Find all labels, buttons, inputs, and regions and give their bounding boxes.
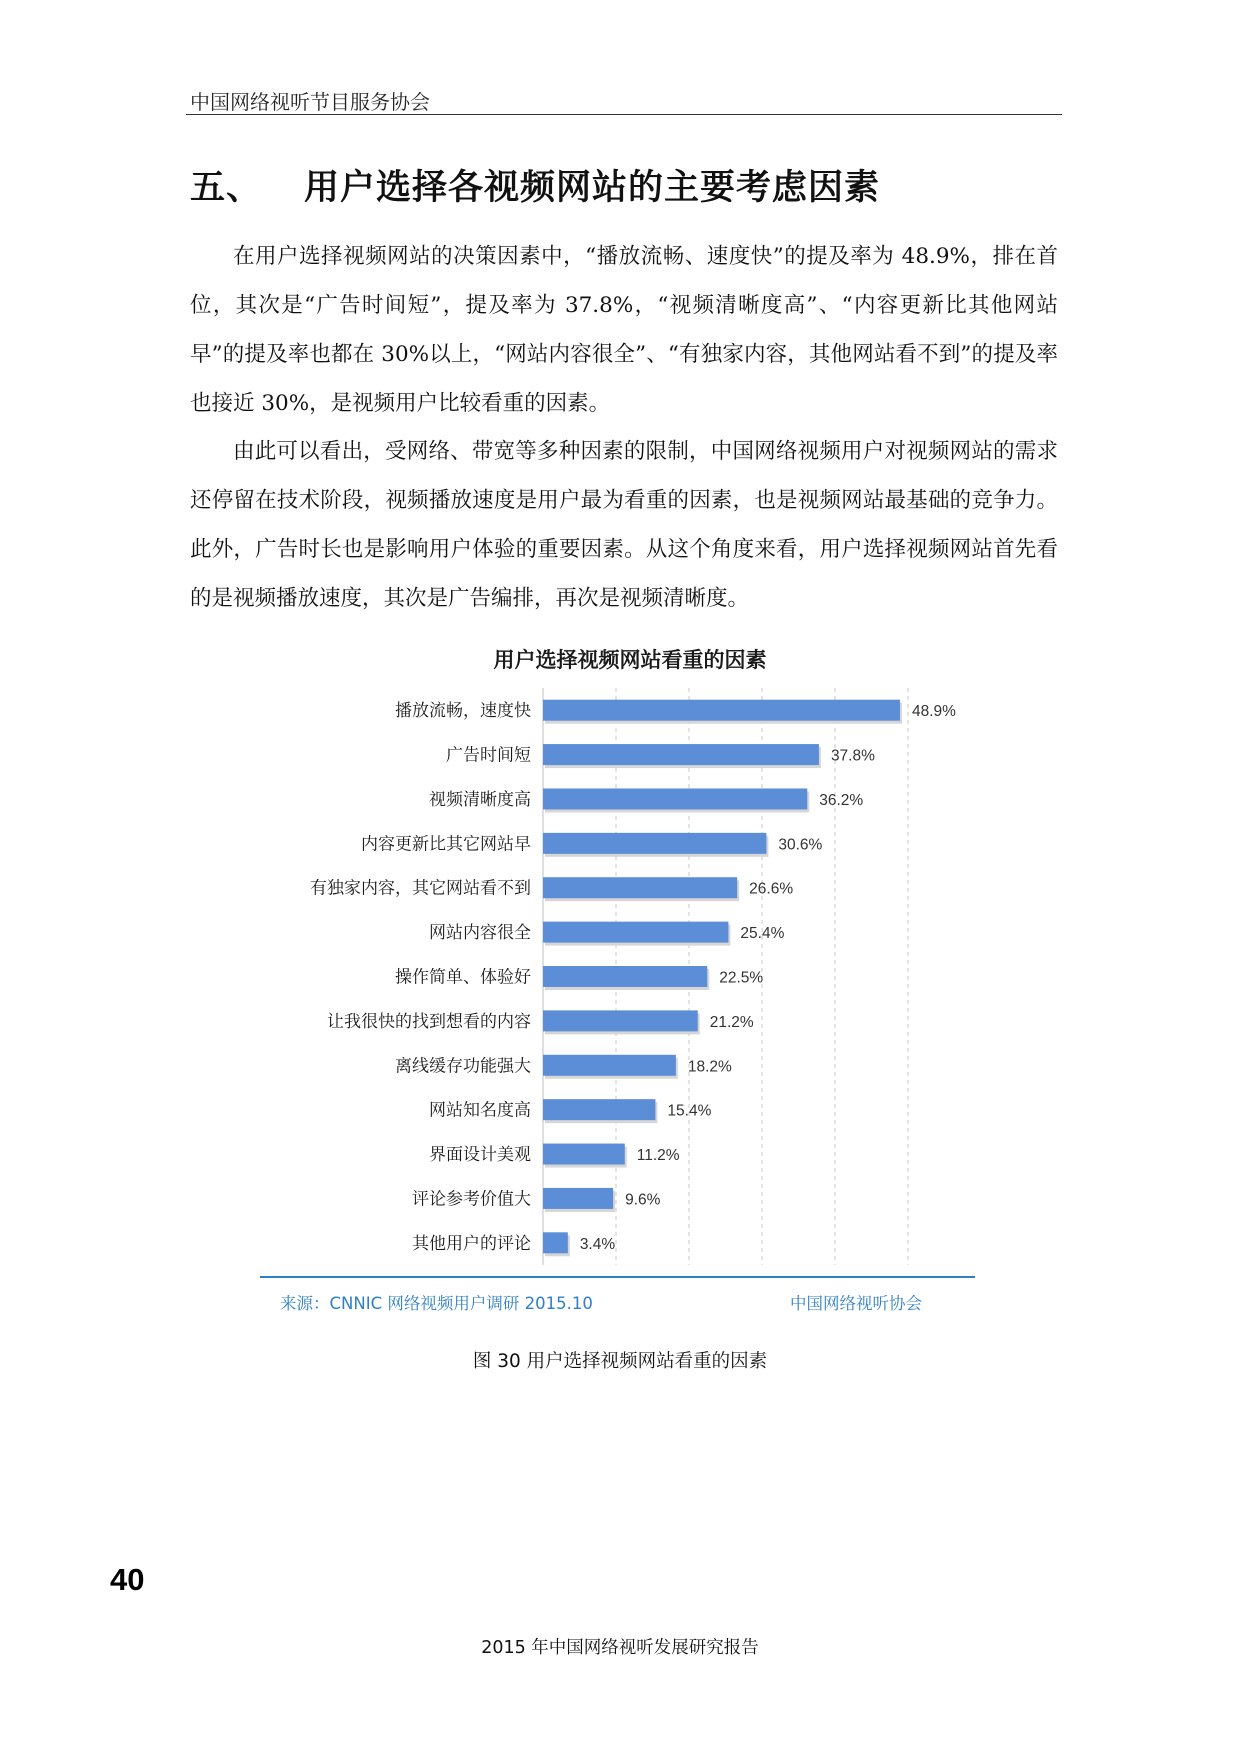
- page-footer: 2015 年中国网络视听发展研究报告: [481, 1638, 759, 1658]
- chart-canvas: [260, 640, 1000, 1280]
- bar: [543, 922, 728, 943]
- bar: [543, 744, 819, 765]
- bar: [543, 1010, 698, 1031]
- category-label: 离线缓存功能强大: [395, 1056, 531, 1077]
- paragraph-1-block: [190, 232, 1058, 428]
- bar: [543, 833, 766, 854]
- category-label: 播放流畅，速度快: [395, 701, 531, 722]
- category-label: 操作简单、体验好: [395, 967, 531, 988]
- value-label: 11.2%: [636, 1147, 680, 1165]
- bar-chart: [260, 640, 1000, 1320]
- chart-org: 中国网络视听协会: [790, 1294, 922, 1313]
- paragraph-2: 由此可以看出，受网络、带宽等多种因素的限制，中国网络视频用户对视频网站的需求还停留在技术阶段，视频播放速度是用户最为看重的因素，也是视频网站最基础的竞争力。此外，广告时长也是影响用户体验的重要因素。从这个角度来看，用户选择视频网站首先看的是视频播放速度，其次是广告编排，再次是视频清晰度。: [190, 439, 1058, 611]
- value-label: 25.4%: [740, 925, 785, 943]
- chart-source: 来源：CNNIC 网络视频用户调研 2015.10: [280, 1294, 593, 1313]
- value-label: 37.8%: [830, 747, 875, 765]
- bar: [543, 1144, 625, 1165]
- value-label: 22.5%: [719, 969, 764, 987]
- value-label: 9.6%: [625, 1191, 661, 1209]
- bar: [543, 700, 900, 721]
- category-label: 视频清晰度高: [429, 789, 531, 810]
- paragraph-2-block: [190, 427, 1058, 623]
- category-label: 界面设计美观: [429, 1145, 531, 1166]
- bar: [543, 1055, 676, 1076]
- value-label: 26.6%: [749, 880, 794, 898]
- category-label: 有独家内容，其它网站看不到: [310, 878, 531, 899]
- paragraph-1: 在用户选择视频网站的决策因素中，“播放流畅、速度快”的提及率为 48.9%，排在首位，其次是“广告时间短”，提及率为 37.8%，“视频清晰度高”、“内容更新比其他网站早”的提及率也都在 30%以上，“网站内容很全”、“有独家内容，其他网站看不到”的提及率也接近 30%，是视频用户比较看重的因素。: [190, 244, 1058, 416]
- category-label: 网站知名度高: [429, 1100, 531, 1121]
- category-label: 广告时间短: [446, 745, 531, 766]
- chart-title: 用户选择视频网站看重的因素: [493, 648, 767, 672]
- category-label: 其他用户的评论: [412, 1233, 531, 1254]
- value-label: 3.4%: [579, 1235, 616, 1253]
- category-label: 内容更新比其它网站早: [361, 834, 531, 855]
- section-number: 五、: [190, 167, 263, 208]
- value-label: 36.2%: [819, 791, 864, 809]
- bar: [543, 877, 737, 898]
- figure-caption: 图 30 用户选择视频网站看重的因素: [472, 1351, 768, 1372]
- value-label: 30.6%: [778, 836, 823, 854]
- header-divider: [186, 114, 1062, 115]
- running-header: 中国网络视听节目服务协会: [190, 90, 430, 114]
- section-heading: [190, 160, 880, 210]
- value-label: 48.9%: [911, 703, 956, 721]
- value-label: 21.2%: [709, 1013, 754, 1031]
- bar: [543, 966, 707, 987]
- value-label: 15.4%: [667, 1102, 712, 1120]
- category-label: 让我很快的找到想看的内容: [327, 1011, 531, 1032]
- bar: [543, 788, 807, 809]
- bar: [543, 1099, 655, 1120]
- category-label: 评论参考价值大: [412, 1189, 531, 1210]
- page-number: 40: [110, 1562, 145, 1597]
- section-title: 用户选择各视频网站的主要考虑因素: [304, 167, 881, 208]
- bar: [543, 1232, 568, 1253]
- bar: [543, 1188, 613, 1209]
- category-label: 网站内容很全: [429, 923, 531, 944]
- value-label: 18.2%: [687, 1058, 732, 1076]
